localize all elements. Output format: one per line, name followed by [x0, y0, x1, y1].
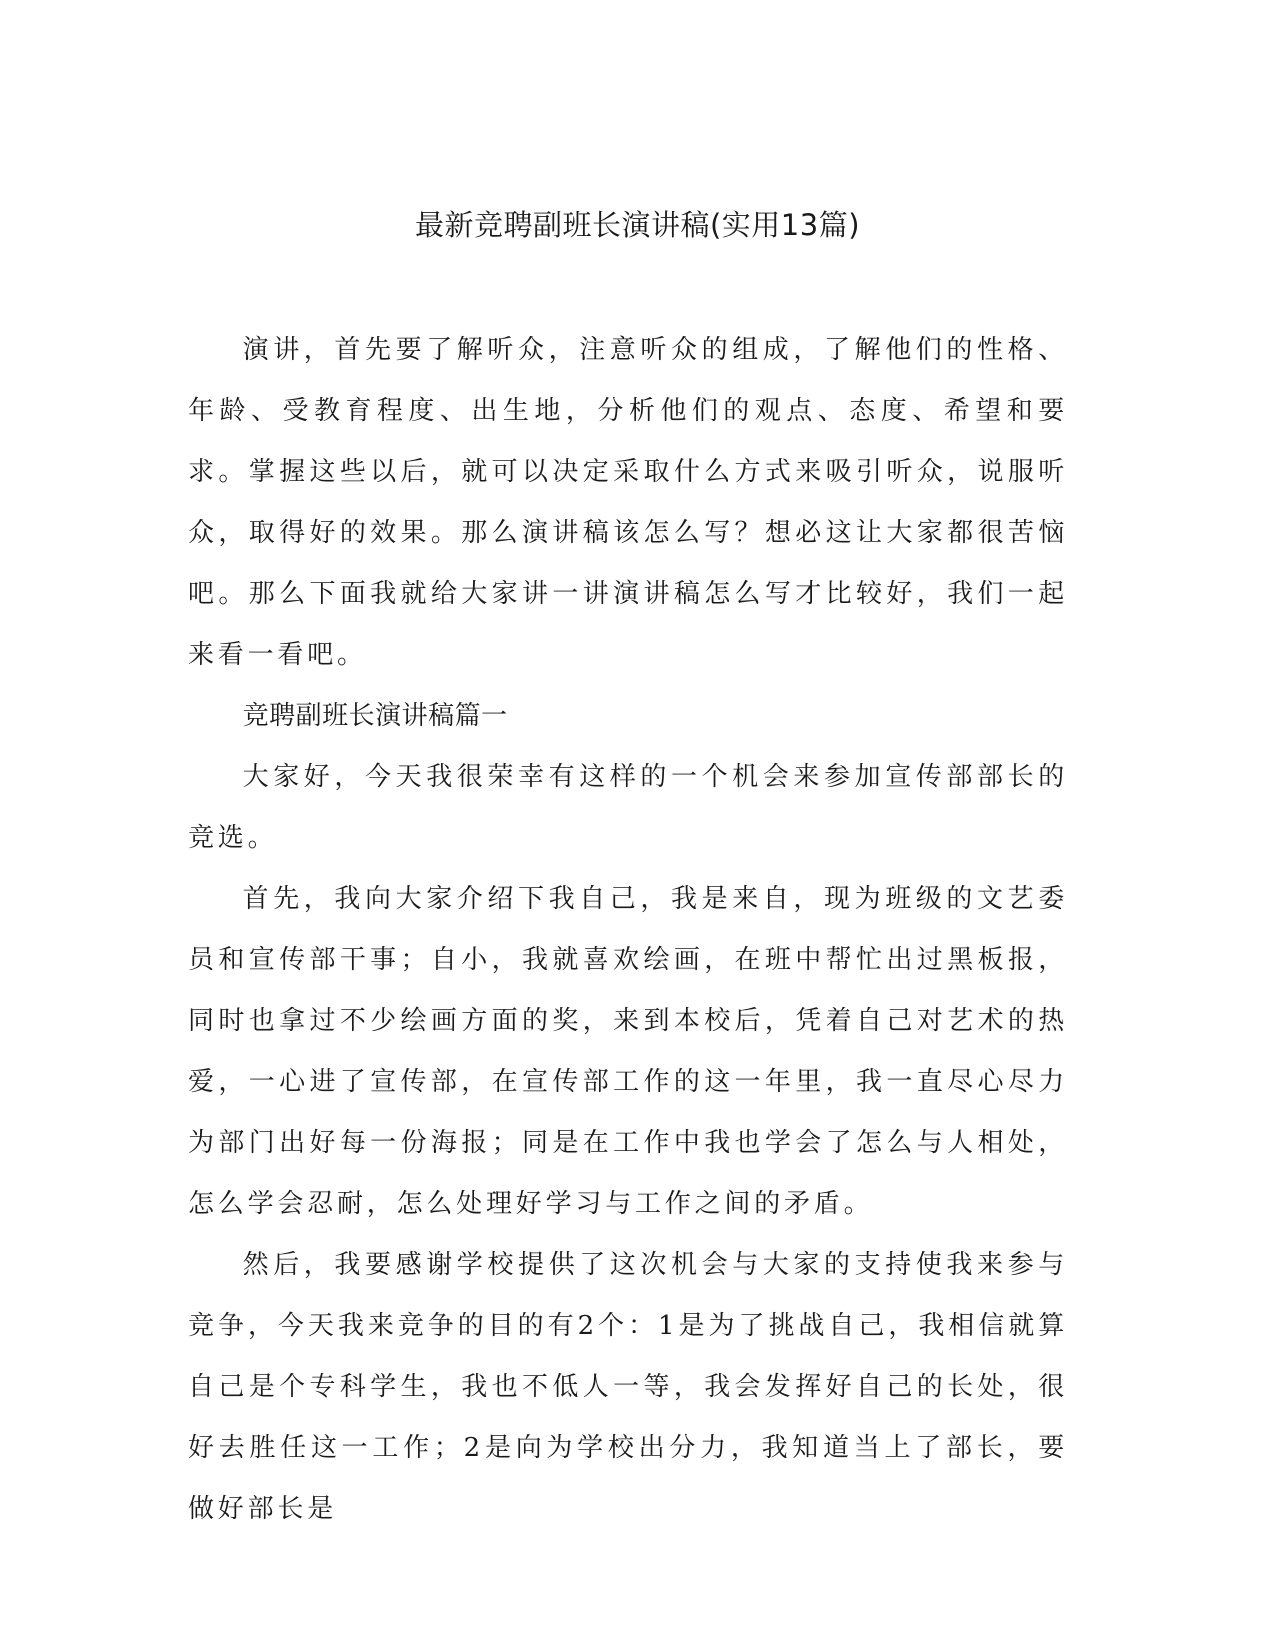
document-title: 最新竞聘副班长演讲稿(实用13篇) — [414, 208, 861, 242]
self-introduction-paragraph: 首先，我向大家介绍下我自己，我是来自，现为班级的文艺委员和宣传部干事；自小，我就喜欢绘画，在班中帮忙出过黑板报，同时也拿过不少绘画方面的奖，来到本校后，凭着自己对艺术的热爱，一心进了宣传部，在宣传部工作的这一年里，我一直尽心尽力为部门出好每一份海报；同是在工作中我也学会了怎么与人相处，怎么学会忍耐，怎么处理好学习与工作之间的矛盾。 — [188, 884, 1068, 1219]
greeting-paragraph: 大家好，今天我很荣幸有这样的一个机会来参加宣传部部长的竞选。 — [188, 762, 1068, 853]
motivation-paragraph: 然后，我要感谢学校提供了这次机会与大家的支持使我来参与竞争，今天我来竞争的目的有2个：1是为了挑战自己，我相信就算自己是个专科学生，我也不低人一等，我会发挥好自己的长处，很好去胜任这一工作；2是向为学校出分力，我知道当上了部长，要做好部长是 — [188, 1250, 1068, 1524]
section-heading: 竞聘副班长演讲稿篇一 — [242, 701, 508, 731]
document-body — [188, 320, 1068, 1540]
intro-paragraph: 演讲，首先要了解听众，注意听众的组成，了解他们的性格、年龄、受教育程度、出生地，分析他们的观点、态度、希望和要求。掌握这些以后，就可以决定采取什么方式来吸引听众，说服听众，取得好的效果。那么演讲稿该怎么写？想必这让大家都很苦恼吧。那么下面我就给大家讲一讲演讲稿怎么写才比较好，我们一起来看一看吧。 — [188, 335, 1068, 670]
